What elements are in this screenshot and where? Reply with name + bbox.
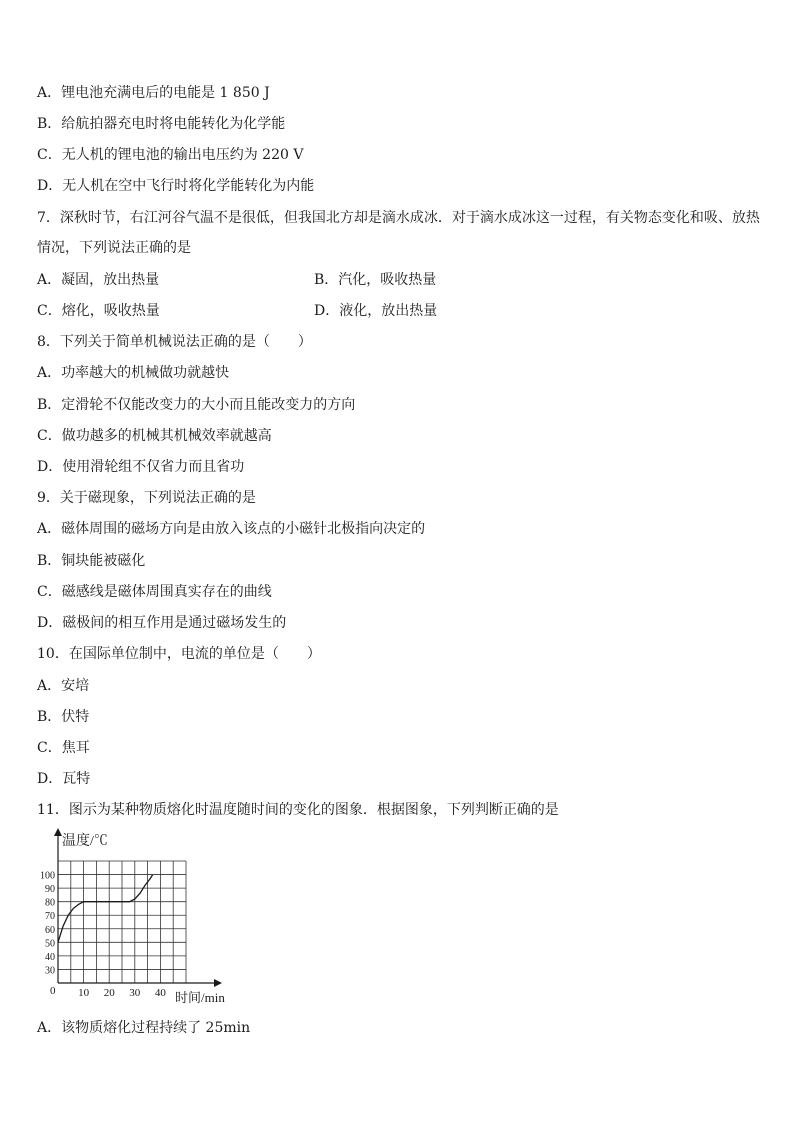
- q8-option-a: A．功率越大的机械做功就越快: [37, 365, 230, 381]
- q8-option-b: B．定滑轮不仅能改变力的大小而且能改变力的方向: [37, 397, 356, 413]
- x-tick-label: 30: [129, 987, 141, 999]
- q10-stem: 10．在国际单位制中，电流的单位是（ ）: [37, 646, 321, 662]
- melting-curve-line: [58, 875, 153, 943]
- q8-option-c: C．做功越多的机械其机械效率就越高: [37, 428, 272, 444]
- q10-option-d: D．瓦特: [37, 771, 91, 787]
- y-tick-label: 70: [45, 911, 55, 923]
- y-tick-label: 30: [45, 965, 55, 977]
- q7-stem-line2: 情况，下列说法正确的是: [37, 240, 191, 256]
- q6-option-b: B．给航拍器充电时将电能转化为化学能: [37, 116, 286, 132]
- q9-stem: 9．关于磁现象，下列说法正确的是: [37, 490, 256, 506]
- q6-option-a: A．锂电池充满电后的电能是 1 850 J: [37, 85, 270, 101]
- x-axis-label: 时间/min: [175, 990, 225, 1005]
- chart-axes: [54, 828, 222, 987]
- q8-stem: 8．下列关于简单机械说法正确的是（ ）: [37, 334, 312, 350]
- q8-option-d: D．使用滑轮组不仅省力而且省功: [37, 459, 245, 475]
- q7-option-c: C．熔化，吸收热量: [37, 303, 160, 319]
- q9-option-b: B．铜块能被磁化: [37, 553, 146, 569]
- y-tick-label: 100: [40, 870, 55, 882]
- q9-option-a: A．磁体周围的磁场方向是由放入该点的小磁针北极指向决定的: [37, 521, 426, 537]
- q9-option-c: C．磁感线是磁体周围真实存在的曲线: [37, 584, 272, 600]
- x-tick-label: 40: [154, 987, 166, 999]
- y-tick-label: 80: [45, 897, 55, 909]
- y-tick-label: 50: [45, 938, 55, 950]
- y-axis-arrow: [54, 828, 62, 836]
- y-tick-label: 60: [45, 924, 55, 936]
- q7-stem-line1: 7．深秋时节，右江河谷气温不是很低，但我国北方却是滴水成冰．对于滴水成冰这一过程，有关物态变化和吸、放热: [37, 210, 760, 226]
- origin-label: 0: [50, 985, 56, 997]
- y-tick-label: 90: [45, 884, 55, 896]
- q10-option-c: C．焦耳: [37, 740, 90, 756]
- q9-option-d: D．磁极间的相互作用是通过磁场发生的: [37, 615, 287, 631]
- q7-option-a: A．凝固，放出热量: [37, 272, 160, 288]
- q7-option-b: B．汽化，吸收热量: [314, 272, 437, 288]
- q10-option-b: B．伏特: [37, 709, 90, 725]
- y-tick-label: 40: [45, 951, 55, 963]
- q11-stem: 11．图示为某种物质熔化时温度随时间的变化的图象．根据图象，下列判断正确的是: [37, 802, 559, 818]
- q10-option-a: A．安培: [37, 678, 90, 694]
- q6-option-c: C．无人机的锂电池的输出电压约为 220 V: [37, 147, 304, 163]
- x-tick-label: 20: [103, 987, 115, 999]
- melting-curve-chart: [32, 828, 252, 1013]
- q6-option-d: D．无人机在空中飞行时将化学能转化为内能: [37, 178, 315, 194]
- x-tick-label: 10: [78, 987, 90, 999]
- x-axis-arrow: [214, 979, 222, 987]
- y-axis-label: 温度/℃: [62, 834, 108, 849]
- q7-option-d: D．液化，放出热量: [314, 303, 438, 319]
- q11-option-a: A．该物质熔化过程持续了 25min: [37, 1020, 251, 1036]
- chart-grid: [58, 861, 186, 983]
